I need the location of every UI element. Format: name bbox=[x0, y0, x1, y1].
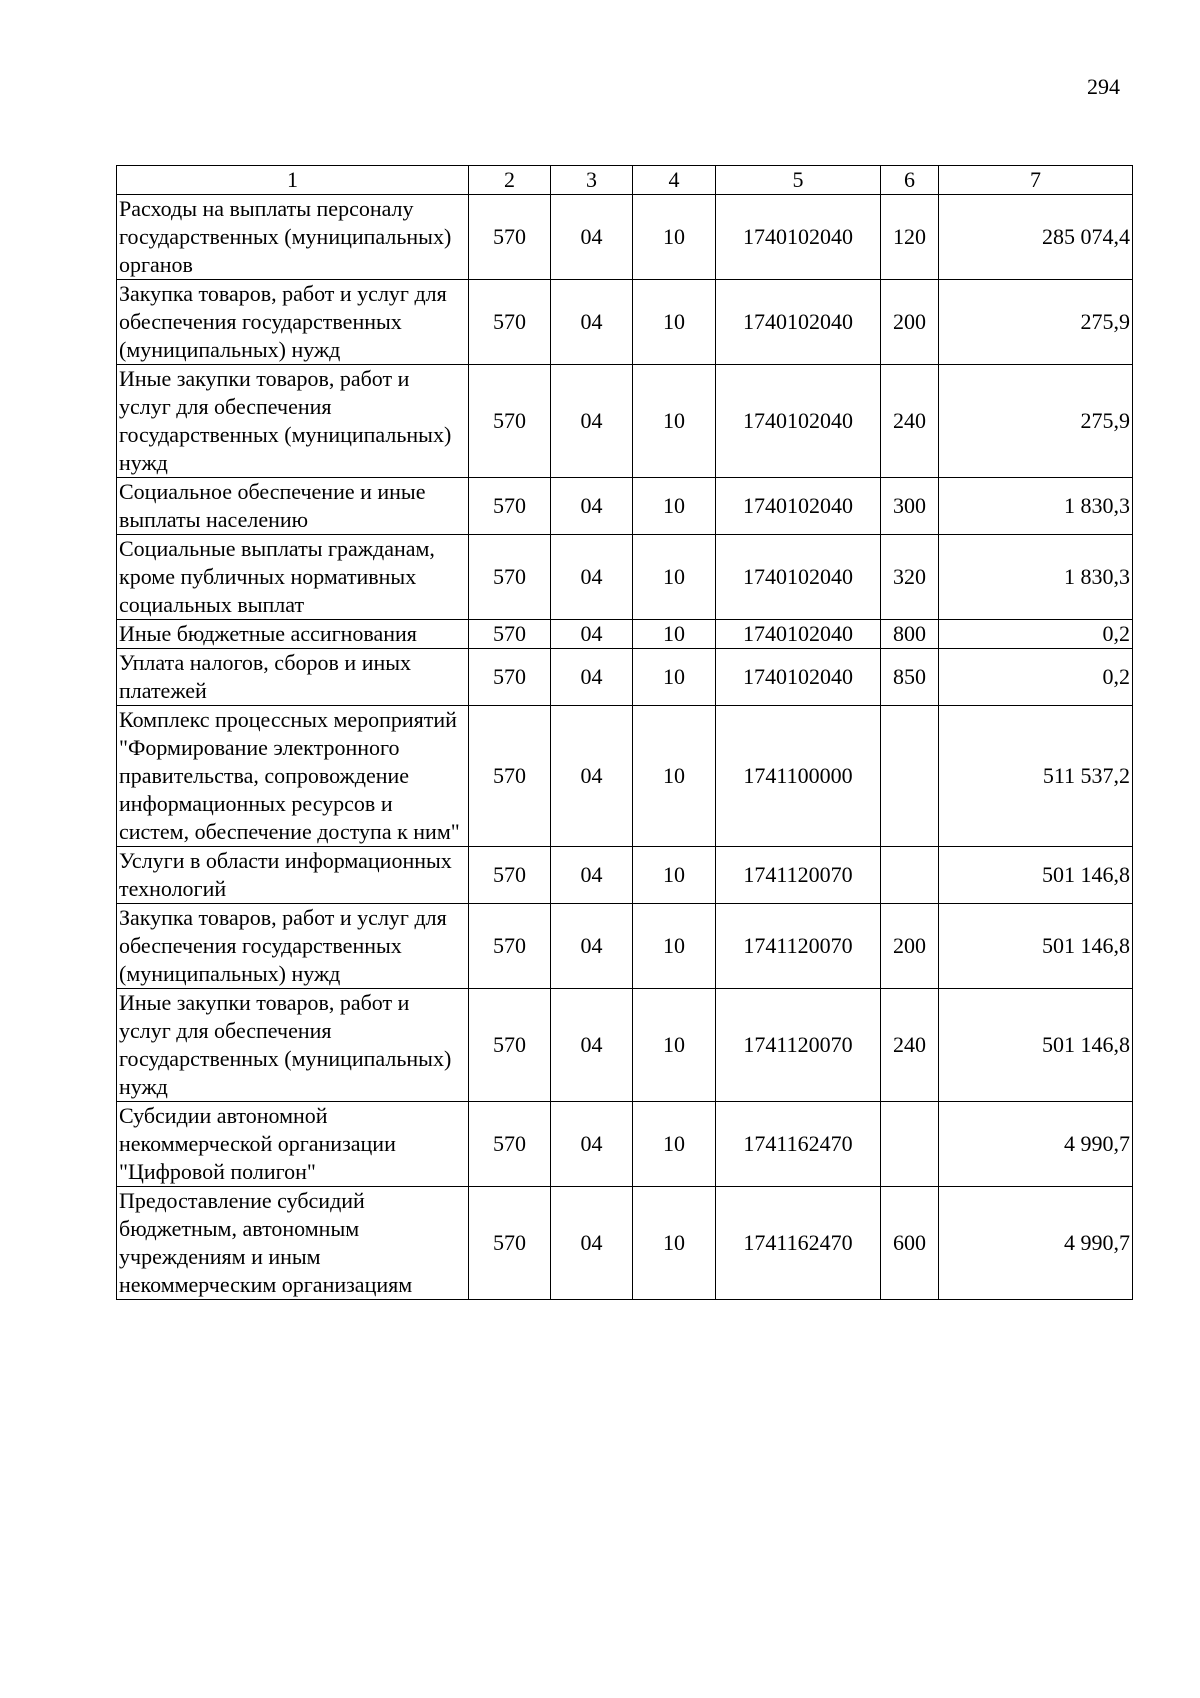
section-code-cell: 04 bbox=[551, 1187, 633, 1300]
target-article-cell: 1741162470 bbox=[716, 1187, 881, 1300]
expense-type-cell: 600 bbox=[881, 1187, 939, 1300]
table-row bbox=[117, 706, 1133, 847]
expense-name-cell: Предоставление субсидий бюджетным, автономным учреждениям и иным некоммерческим организациям bbox=[117, 1187, 469, 1300]
target-article-cell: 1741100000 bbox=[716, 706, 881, 847]
table-row bbox=[117, 1102, 1133, 1187]
table-row bbox=[117, 649, 1133, 706]
subsection-code-cell: 10 bbox=[633, 478, 716, 535]
expense-name-cell: Расходы на выплаты персоналу государственных (муниципальных) органов bbox=[117, 195, 469, 280]
table-row bbox=[117, 989, 1133, 1102]
section-code-cell: 04 bbox=[551, 620, 633, 649]
section-code-cell: 04 bbox=[551, 649, 633, 706]
subsection-code-cell: 10 bbox=[633, 1102, 716, 1187]
expense-name-cell: Субсидии автономной некоммерческой организации "Цифровой полигон" bbox=[117, 1102, 469, 1187]
section-code-cell: 04 bbox=[551, 904, 633, 989]
column-header: 1 bbox=[117, 166, 469, 195]
column-header: 2 bbox=[469, 166, 551, 195]
expense-type-cell: 240 bbox=[881, 989, 939, 1102]
department-code-cell: 570 bbox=[469, 989, 551, 1102]
expense-type-cell: 300 bbox=[881, 478, 939, 535]
amount-cell: 1 830,3 bbox=[939, 478, 1133, 535]
subsection-code-cell: 10 bbox=[633, 535, 716, 620]
table-body bbox=[117, 195, 1133, 1300]
page-number: 294 bbox=[1087, 74, 1120, 99]
section-code-cell: 04 bbox=[551, 1102, 633, 1187]
section-code-cell: 04 bbox=[551, 195, 633, 280]
expense-name-cell: Иные закупки товаров, работ и услуг для обеспечения государственных (муниципальных) нужд bbox=[117, 989, 469, 1102]
table-row bbox=[117, 280, 1133, 365]
table-row bbox=[117, 620, 1133, 649]
table-row bbox=[117, 904, 1133, 989]
target-article-cell: 1741120070 bbox=[716, 989, 881, 1102]
expense-type-cell bbox=[881, 706, 939, 847]
subsection-code-cell: 10 bbox=[633, 1187, 716, 1300]
department-code-cell: 570 bbox=[469, 1187, 551, 1300]
target-article-cell: 1740102040 bbox=[716, 535, 881, 620]
subsection-code-cell: 10 bbox=[633, 280, 716, 365]
table-row bbox=[117, 478, 1133, 535]
subsection-code-cell: 10 bbox=[633, 989, 716, 1102]
department-code-cell: 570 bbox=[469, 649, 551, 706]
section-code-cell: 04 bbox=[551, 989, 633, 1102]
expense-name-cell: Закупка товаров, работ и услуг для обеспечения государственных (муниципальных) нужд bbox=[117, 904, 469, 989]
subsection-code-cell: 10 bbox=[633, 620, 716, 649]
amount-cell: 275,9 bbox=[939, 365, 1133, 478]
table-row bbox=[117, 195, 1133, 280]
department-code-cell: 570 bbox=[469, 904, 551, 989]
department-code-cell: 570 bbox=[469, 195, 551, 280]
amount-cell: 285 074,4 bbox=[939, 195, 1133, 280]
subsection-code-cell: 10 bbox=[633, 706, 716, 847]
expense-name-cell: Иные бюджетные ассигнования bbox=[117, 620, 469, 649]
expense-type-cell: 200 bbox=[881, 280, 939, 365]
department-code-cell: 570 bbox=[469, 478, 551, 535]
department-code-cell: 570 bbox=[469, 620, 551, 649]
expense-type-cell: 850 bbox=[881, 649, 939, 706]
subsection-code-cell: 10 bbox=[633, 195, 716, 280]
table-row bbox=[117, 847, 1133, 904]
amount-cell: 501 146,8 bbox=[939, 989, 1133, 1102]
expense-name-cell: Уплата налогов, сборов и иных платежей bbox=[117, 649, 469, 706]
target-article-cell: 1740102040 bbox=[716, 195, 881, 280]
expense-type-cell bbox=[881, 847, 939, 904]
section-code-cell: 04 bbox=[551, 365, 633, 478]
amount-cell: 4 990,7 bbox=[939, 1187, 1133, 1300]
column-header: 6 bbox=[881, 166, 939, 195]
expense-name-cell: Иные закупки товаров, работ и услуг для обеспечения государственных (муниципальных) нужд bbox=[117, 365, 469, 478]
section-code-cell: 04 bbox=[551, 847, 633, 904]
expense-name-cell: Комплекс процессных мероприятий "Формирование электронного правительства, сопровождение информационных ресурсов и систем, обеспечение доступа к ним" bbox=[117, 706, 469, 847]
expense-type-cell: 240 bbox=[881, 365, 939, 478]
expense-type-cell: 120 bbox=[881, 195, 939, 280]
department-code-cell: 570 bbox=[469, 280, 551, 365]
subsection-code-cell: 10 bbox=[633, 847, 716, 904]
section-code-cell: 04 bbox=[551, 478, 633, 535]
target-article-cell: 1741120070 bbox=[716, 847, 881, 904]
column-header: 3 bbox=[551, 166, 633, 195]
budget-table bbox=[116, 165, 1133, 1300]
section-code-cell: 04 bbox=[551, 535, 633, 620]
department-code-cell: 570 bbox=[469, 706, 551, 847]
expense-name-cell: Услуги в области информационных технологий bbox=[117, 847, 469, 904]
expense-name-cell: Закупка товаров, работ и услуг для обеспечения государственных (муниципальных) нужд bbox=[117, 280, 469, 365]
table-row bbox=[117, 1187, 1133, 1300]
subsection-code-cell: 10 bbox=[633, 904, 716, 989]
target-article-cell: 1740102040 bbox=[716, 649, 881, 706]
table-row bbox=[117, 535, 1133, 620]
target-article-cell: 1740102040 bbox=[716, 478, 881, 535]
target-article-cell: 1741120070 bbox=[716, 904, 881, 989]
expense-type-cell: 800 bbox=[881, 620, 939, 649]
subsection-code-cell: 10 bbox=[633, 365, 716, 478]
amount-cell: 0,2 bbox=[939, 620, 1133, 649]
amount-cell: 511 537,2 bbox=[939, 706, 1133, 847]
section-code-cell: 04 bbox=[551, 280, 633, 365]
department-code-cell: 570 bbox=[469, 535, 551, 620]
target-article-cell: 1740102040 bbox=[716, 620, 881, 649]
column-header: 4 bbox=[633, 166, 716, 195]
department-code-cell: 570 bbox=[469, 1102, 551, 1187]
expense-name-cell: Социальное обеспечение и иные выплаты населению bbox=[117, 478, 469, 535]
amount-cell: 501 146,8 bbox=[939, 847, 1133, 904]
expense-type-cell: 200 bbox=[881, 904, 939, 989]
amount-cell: 501 146,8 bbox=[939, 904, 1133, 989]
expense-name-cell: Социальные выплаты гражданам, кроме публичных нормативных социальных выплат bbox=[117, 535, 469, 620]
target-article-cell: 1740102040 bbox=[716, 280, 881, 365]
target-article-cell: 1741162470 bbox=[716, 1102, 881, 1187]
column-header: 5 bbox=[716, 166, 881, 195]
expense-type-cell bbox=[881, 1102, 939, 1187]
amount-cell: 275,9 bbox=[939, 280, 1133, 365]
header-row bbox=[117, 166, 1133, 195]
amount-cell: 4 990,7 bbox=[939, 1102, 1133, 1187]
amount-cell: 0,2 bbox=[939, 649, 1133, 706]
column-header: 7 bbox=[939, 166, 1133, 195]
department-code-cell: 570 bbox=[469, 365, 551, 478]
section-code-cell: 04 bbox=[551, 706, 633, 847]
subsection-code-cell: 10 bbox=[633, 649, 716, 706]
target-article-cell: 1740102040 bbox=[716, 365, 881, 478]
department-code-cell: 570 bbox=[469, 847, 551, 904]
table-row bbox=[117, 365, 1133, 478]
amount-cell: 1 830,3 bbox=[939, 535, 1133, 620]
expense-type-cell: 320 bbox=[881, 535, 939, 620]
